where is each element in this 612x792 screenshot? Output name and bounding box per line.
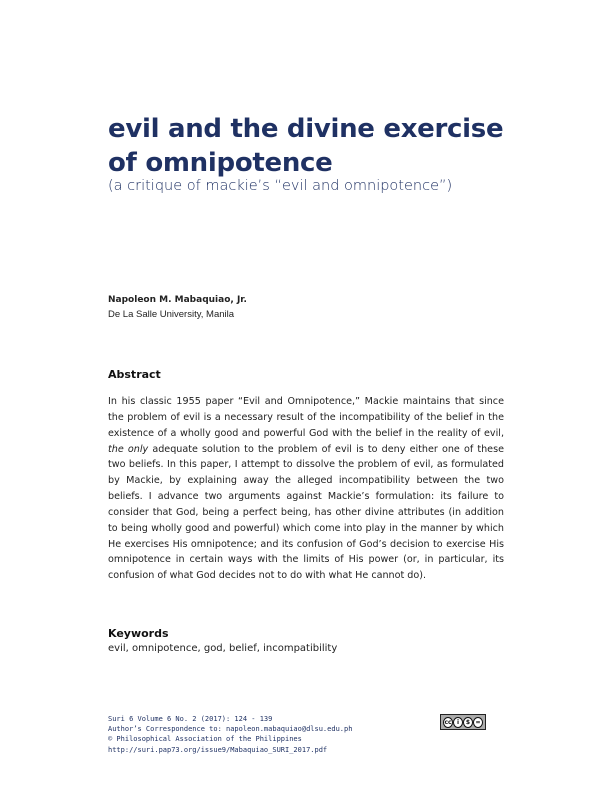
copyright-line: © Philosophical Association of the Philippines bbox=[108, 735, 302, 744]
abstract-emphasis: the only bbox=[108, 443, 149, 455]
noderivs-icon: = bbox=[473, 717, 483, 728]
url-line[interactable]: http://suri.pap73.org/issue9/Mabaquiao_SURI_2017.pdf bbox=[108, 745, 328, 754]
article-title: evil and the divine exercise of omnipotence bbox=[108, 114, 504, 178]
footer bbox=[108, 714, 352, 755]
cc-icon: cc bbox=[444, 718, 452, 726]
author-name: Napoleon M. Mabaquiao, Jr. bbox=[108, 295, 247, 305]
citation-line: Suri 6 Volume 6 No. 2 (2017): 124 - 139 bbox=[108, 715, 273, 723]
article-subtitle: (a critique of mackie’s “evil and omnipotence”) bbox=[108, 178, 453, 194]
keywords-heading: Keywords bbox=[108, 627, 169, 640]
abstract-text-part2: adequate solution to the problem of evil is to deny either one of these two beliefs. In this paper, I attempt to dissolve the problem of evil, as formulated by Mackie, by explaining away the alleged incompatibility between the two beliefs. I advance two arguments against Mackie’s formulation: its failure to consider that God, being a perfect being, has other divine attributes (in addition to being wholly good and powerful) which come into play in the manner by which He exercises His omnipotence; and its confusion of God’s decision to exercise His omnipotence in certain ways with the limits of His power (or, in particular, its confusion of what God decides not to do with what He cannot do). bbox=[108, 443, 504, 582]
abstract-text-part1: In his classic 1955 paper “Evil and Omnipotence,” Mackie maintains that since the problem of evil is a necessary result of the incompatibility of the belief in the existence of a wholly good and powerful God with the belief in the reality of evil, bbox=[108, 396, 504, 439]
correspondence-line[interactable]: Author’s Correspondence to: napoleon.mabaquiao@dlsu.edu.ph bbox=[108, 725, 353, 734]
cc-license-badge[interactable] bbox=[440, 714, 486, 730]
abstract-heading: Abstract bbox=[108, 368, 161, 381]
keywords-list: evil, omnipotence, god, belief, incompatibility bbox=[108, 643, 338, 654]
noncommercial-icon: $ bbox=[463, 717, 473, 728]
abstract-body bbox=[108, 394, 504, 584]
author-affiliation: De La Salle University, Manila bbox=[108, 309, 235, 320]
attribution-icon: i bbox=[453, 717, 463, 728]
